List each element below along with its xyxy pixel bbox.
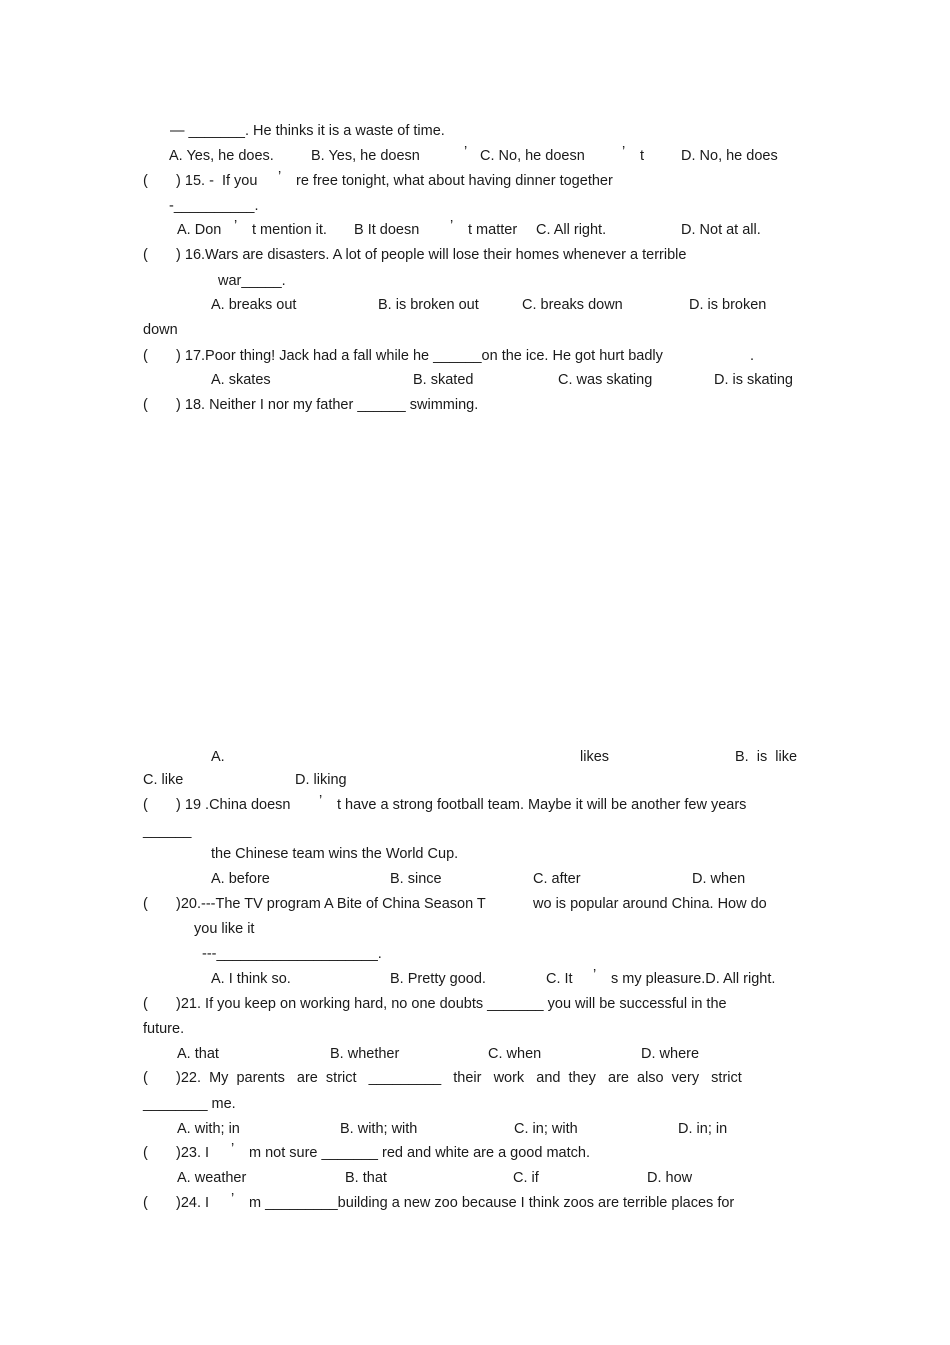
apostrophe: ’ xyxy=(231,1141,235,1157)
text-fragment: t have a strong football team. Maybe it will be another few years xyxy=(337,797,747,813)
text-fragment: wo is popular around China. How do xyxy=(533,896,767,912)
question-23: ( )23. I xyxy=(143,1145,210,1161)
text-fragment: m _________building a new zoo because I think zoos are terrible places for xyxy=(249,1195,735,1211)
option-b: B. with; with xyxy=(340,1121,418,1137)
option-c: C. like xyxy=(143,772,184,788)
apostrophe: ’ xyxy=(234,218,238,234)
text-line: ________ me. xyxy=(143,1096,236,1112)
question-19: ( ) 19 .China doesn xyxy=(143,797,291,813)
text-fragment: . xyxy=(750,348,755,364)
option-b: B. since xyxy=(390,871,442,887)
option-d: D. No, he does xyxy=(681,148,778,164)
option-b: B. that xyxy=(345,1170,387,1186)
option-c: C. No, he doesn xyxy=(480,148,585,164)
text-fragment: t xyxy=(640,148,645,164)
text-fragment: likes xyxy=(580,749,610,765)
option-c: C. It xyxy=(546,971,573,987)
option-b: B. whether xyxy=(330,1046,400,1062)
option-c: C. if xyxy=(513,1170,539,1186)
text-fragment: m not sure _______ red and white are a good match. xyxy=(249,1145,590,1161)
option-a: A. breaks out xyxy=(211,297,297,313)
text-fragment: t matter xyxy=(468,222,518,238)
option-d: D. is broken xyxy=(689,297,767,313)
question-18: ( ) 18. Neither I nor my father ______ swimming. xyxy=(143,397,479,413)
text-line: you like it xyxy=(194,921,255,937)
option-a: A. I think so. xyxy=(211,971,291,987)
text-line: ---____________________. xyxy=(202,946,382,962)
text-fragment: re free tonight, what about having dinner together xyxy=(296,173,613,189)
option-d: D. in; in xyxy=(678,1121,728,1137)
option-d: D. Not at all. xyxy=(681,222,761,238)
apostrophe: ’ xyxy=(450,218,454,234)
option-a: A. xyxy=(211,749,225,765)
option-c: C. after xyxy=(533,871,581,887)
option-a: A. Don xyxy=(177,222,222,238)
text-line: war_____. xyxy=(218,273,286,289)
question-16: ( ) 16.Wars are disasters. A lot of people will lose their homes whenever a terrible xyxy=(143,247,687,263)
text-line: down xyxy=(143,322,178,338)
option-b: B. Yes, he doesn xyxy=(311,148,420,164)
option-b: B. skated xyxy=(413,372,474,388)
apostrophe: ’ xyxy=(278,169,282,185)
text-line: ______ xyxy=(143,823,192,839)
option-d: D. when xyxy=(692,871,746,887)
text-fragment: t mention it. xyxy=(252,222,327,238)
question-20: ( )20.---The TV program A Bite of China Season T xyxy=(143,896,486,912)
option-d: D. how xyxy=(647,1170,693,1186)
option-a: A. Yes, he does. xyxy=(169,148,274,164)
option-b: B. is like xyxy=(735,749,798,765)
option-d: D. where xyxy=(641,1046,700,1062)
option-d: D. is skating xyxy=(714,372,793,388)
apostrophe: ’ xyxy=(593,967,597,983)
apostrophe: ’ xyxy=(622,144,626,160)
option-b: B. Pretty good. xyxy=(390,971,486,987)
option-d: D. liking xyxy=(295,772,347,788)
option-a: A. with; in xyxy=(177,1121,240,1137)
option-c: C. All right. xyxy=(536,222,607,238)
option-a: A. skates xyxy=(211,372,271,388)
option-a: A. weather xyxy=(177,1170,247,1186)
apostrophe: ’ xyxy=(319,793,323,809)
option-b: B. is broken out xyxy=(378,297,479,313)
option-d: s my pleasure.D. All right. xyxy=(611,971,776,987)
text-line: -__________. xyxy=(169,198,259,214)
question-21: ( )21. If you keep on working hard, no one doubts _______ you will be successful in the xyxy=(143,996,727,1012)
question-15: ( ) 15. - If you xyxy=(143,173,258,189)
question-24: ( )24. I xyxy=(143,1195,210,1211)
question-22: ( )22. My parents are strict _________ their work and they are also very strict xyxy=(143,1070,742,1086)
text-line: the Chinese team wins the World Cup. xyxy=(211,846,459,862)
option-a: A. that xyxy=(177,1046,219,1062)
option-c: C. breaks down xyxy=(522,297,623,313)
question-17: ( ) 17.Poor thing! Jack had a fall while he ______on the ice. He got hurt badly xyxy=(143,348,663,364)
option-b: B It doesn xyxy=(354,222,420,238)
apostrophe: ’ xyxy=(231,1191,235,1207)
option-c: C. in; with xyxy=(514,1121,578,1137)
option-c: C. when xyxy=(488,1046,542,1062)
text-line: — _______. He thinks it is a waste of time. xyxy=(170,123,445,139)
option-c: C. was skating xyxy=(558,372,653,388)
option-a: A. before xyxy=(211,871,270,887)
text-line: future. xyxy=(143,1021,185,1037)
apostrophe: ’ xyxy=(464,144,468,160)
